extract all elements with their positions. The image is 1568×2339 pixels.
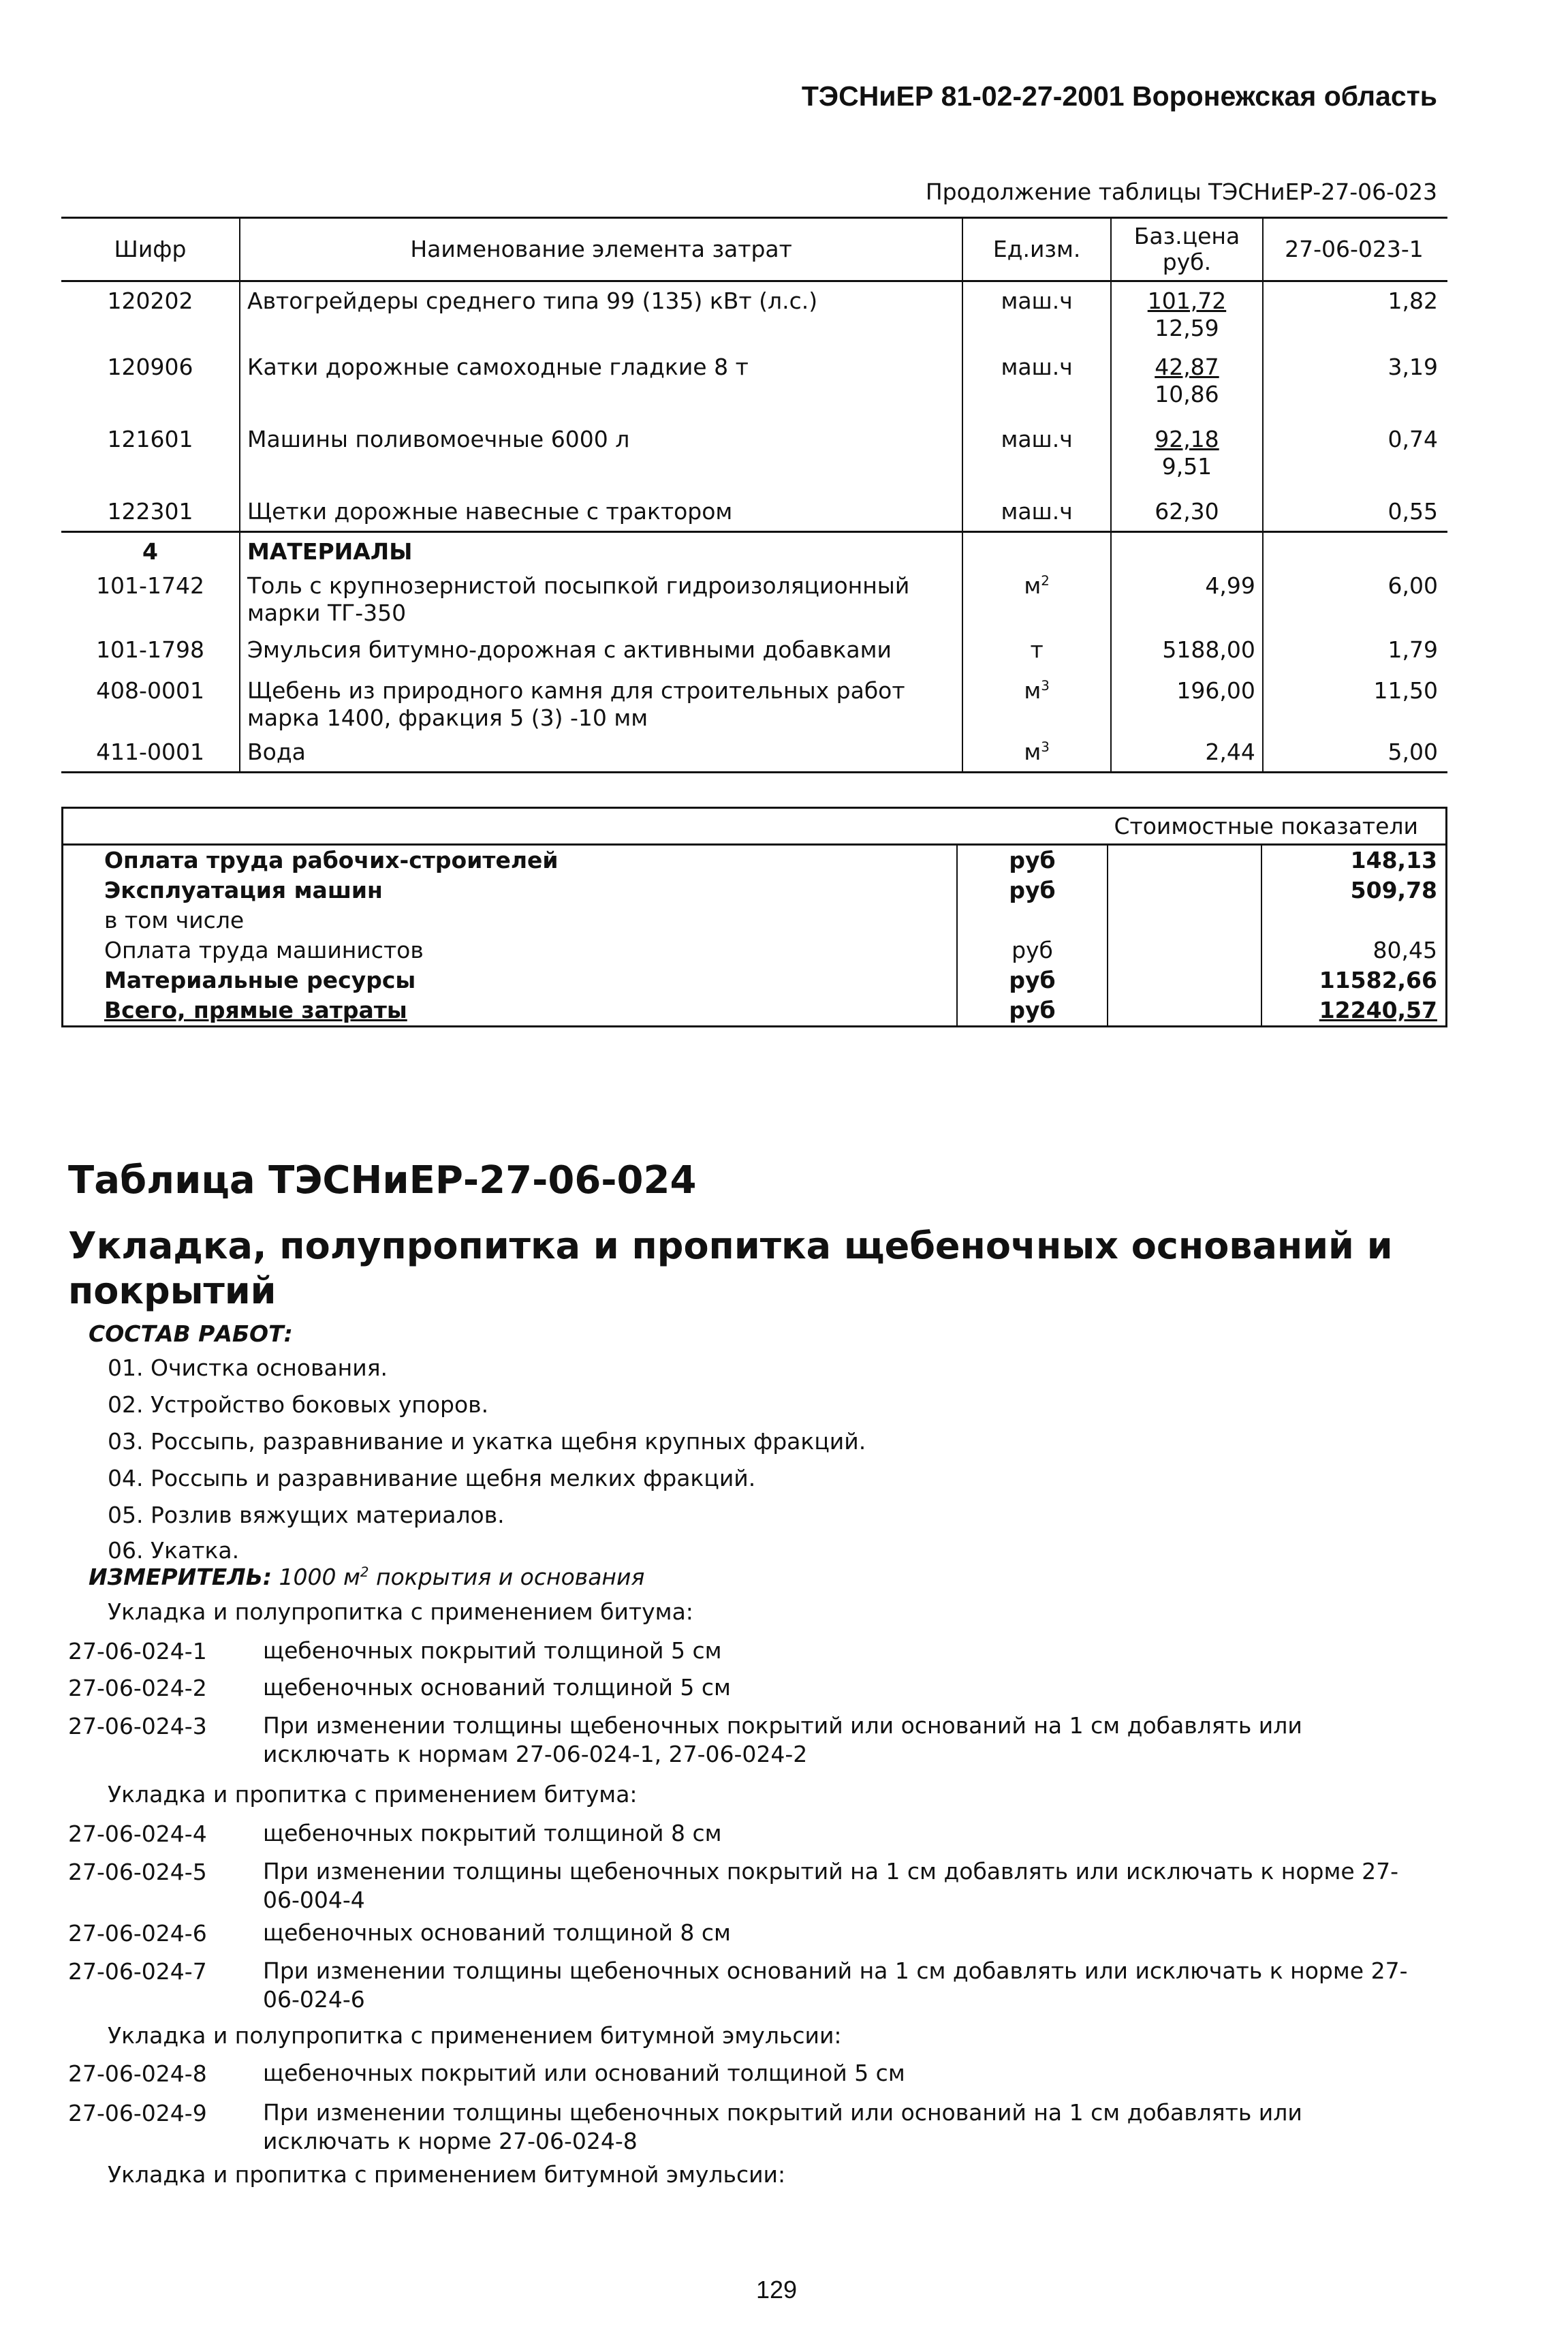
row-value: 5,00 [1263,739,1447,773]
row-price: 62,30 [1111,498,1263,532]
summary-label: Всего, прямые затраты [104,997,407,1023]
norm-code: 27-06-024-1 [68,1638,207,1664]
empty-cell [1108,876,1261,905]
row-code: 121601 [107,425,193,452]
norm-code: 27-06-024-3 [68,1713,207,1739]
table-continuation-note: Продолжение таблицы ТЭСНиЕР-27-06-023 [925,179,1437,205]
norm-code: 27-06-024-9 [68,2100,207,2126]
row-name: Щетки дорожные навесные с трактором [240,498,962,532]
summary-row [63,845,1447,876]
norm-code: 27-06-024-8 [68,2060,207,2087]
empty-cell [1111,531,1263,566]
price-bottom: 12,59 [1155,315,1219,341]
measure-line [89,1564,644,1590]
price-bottom: 10,86 [1155,380,1219,407]
norm-description: щебеночных покрытий толщиной 8 см [263,1820,722,1846]
summary-unit [957,905,1108,935]
empty-cell [1108,965,1261,995]
norm-description: щебеночных оснований толщиной 8 см [263,1919,731,1946]
summary-row [63,876,1447,905]
price-top: 42,87 [1155,353,1219,380]
row-code: 411-0001 [61,739,240,773]
table-row [61,498,1447,532]
row-code: 101-1742 [96,572,204,599]
summary-label: Эксплуатация машин [104,877,383,903]
norm-group-heading: Укладка и пропитка с применением битумной эмульсии: [108,2161,786,2188]
row-name: Щебень из природного камня для строительных работ марка 1400, фракция 5 (3) -10 мм [240,677,962,739]
summary-label: Оплата труда рабочих-строителей [63,845,958,876]
unit-exponent: 3 [1041,739,1050,755]
measure-text: 1000 м [272,1564,360,1590]
table-subtitle: Укладка, полупропитка и пропитка щебеночных оснований и покрытий [68,1224,1393,1312]
cost-table [61,217,1447,773]
summary-value: 80,45 [1261,935,1447,965]
cost-summary-table [61,807,1447,1027]
summary-label: Материальные ресурсы [104,967,416,993]
row-name: Машины поливомоечные 6000 л [240,426,962,498]
norm-group-heading: Укладка и полупропитка с применением битумной эмульсии: [108,2022,842,2049]
summary-header: Стоимостные показатели [1114,812,1418,839]
norm-code: 27-06-024-5 [68,1859,207,1885]
page-number: 129 [755,2276,798,2304]
row-price [1111,426,1263,498]
summary-value [1261,905,1447,935]
price-header-line1: Баз.цена [1133,223,1240,249]
empty-cell [1263,531,1447,566]
summary-value: 148,13 [1261,845,1447,876]
unit-base: м [1024,677,1041,704]
work-item: 04. Россыпь и разравнивание щебня мелких фракций. [108,1465,756,1491]
summary-header-row [63,808,1447,845]
summary-row [63,935,1447,965]
measure-label: ИЗМЕРИТЕЛЬ: [89,1564,272,1590]
row-unit: маш.ч [962,354,1111,426]
unit-exponent: 3 [1041,677,1050,694]
row-price: 196,00 [1111,677,1263,739]
section-name: МАТЕРИАЛЫ [240,531,962,566]
table-row [61,281,1447,354]
summary-unit: руб [957,935,1108,965]
empty-cell [1108,935,1261,965]
summary-unit: руб [957,876,1108,905]
norm-group-heading: Укладка и полупропитка с применением битума: [108,1598,693,1625]
table-row [61,739,1447,773]
document-header: ТЭСНиЕР 81-02-27-2001 Воронежская область [801,80,1437,112]
price-top: 101,72 [1147,288,1227,314]
row-code: 120202 [107,288,193,314]
column-header-price [1111,218,1263,281]
norm-description: щебеночных покрытий или оснований толщиной 5 см [263,2060,905,2086]
column-header-code: Шифр [61,218,240,281]
summary-unit: руб [957,845,1108,876]
section-code: 4 [142,538,158,565]
row-unit [962,739,1111,773]
row-price: 5188,00 [1111,636,1263,677]
empty-cell [962,531,1111,566]
row-price: 2,44 [1111,739,1263,773]
norm-description: щебеночных покрытий толщиной 5 см [263,1637,722,1664]
row-value: 6,00 [1263,566,1447,636]
row-value: 1,79 [1263,636,1447,677]
measure-text-after: покрытия и основания [369,1564,645,1590]
norm-code: 27-06-024-4 [68,1821,207,1847]
column-header-name: Наименование элемента затрат [240,218,962,281]
table-row [61,636,1447,677]
price-header-line2: руб. [1162,249,1212,275]
measure-exponent: 2 [360,1564,369,1580]
summary-label: Оплата труда машинистов [104,937,424,963]
empty-cell [1108,845,1261,876]
cost-table-header-row [61,218,1447,281]
empty-cell [1108,905,1261,935]
norm-description: При изменении толщины щебеночных оснований на 1 см добавлять или исключать к норме 27-06-024-6 [263,1957,1408,2013]
work-item: 06. Укатка. [108,1537,240,1564]
price-top: 92,18 [1155,425,1219,452]
row-value: 0,74 [1263,426,1447,498]
norm-description: При изменении толщины щебеночных покрытий или оснований на 1 см добавлять или исключать к норме 27-06-024-8 [263,2099,1302,2154]
row-name: Эмульсия битумно-дорожная с активными добавками [240,636,962,677]
row-value: 1,82 [1263,281,1447,354]
row-name: Вода [240,739,962,773]
row-code: 120906 [107,353,193,380]
work-item: 02. Устройство боковых упоров. [108,1391,489,1418]
summary-unit: руб [957,995,1108,1027]
unit-base: м [1024,572,1041,599]
norm-description: При изменении толщины щебеночных покрытий или оснований на 1 см добавлять или исключать к нормам 27-06-024-1, 27-06-024-2 [263,1712,1302,1767]
summary-value: 12240,57 [1261,995,1447,1027]
unit-exponent: 2 [1041,572,1050,589]
summary-value: 509,78 [1261,876,1447,905]
row-unit: маш.ч [962,426,1111,498]
norm-description: При изменении толщины щебеночных покрытий на 1 см добавлять или исключать к норме 27-06-004-4 [263,1858,1399,1913]
norm-group-heading: Укладка и пропитка с применением битума: [108,1781,638,1808]
summary-row [63,905,1447,935]
row-unit: маш.ч [962,281,1111,354]
row-value: 11,50 [1263,677,1447,739]
norm-code: 27-06-024-7 [68,1958,207,1985]
row-name: Катки дорожные самоходные гладкие 8 т [240,354,962,426]
row-unit [962,566,1111,636]
work-item: 01. Очистка основания. [108,1354,388,1381]
row-value: 0,55 [1263,498,1447,532]
row-code: 101-1798 [96,636,204,663]
table-row [61,354,1447,426]
unit-base: м [1024,738,1041,765]
norm-code: 27-06-024-6 [68,1920,207,1947]
row-price [1111,354,1263,426]
row-name: Толь с крупнозернистой посыпкой гидроизоляционный марки ТГ-350 [240,566,962,636]
row-value: 3,19 [1263,354,1447,426]
summary-row [63,965,1447,995]
price-bottom: 9,51 [1161,452,1212,480]
row-unit [962,636,1111,677]
summary-unit: руб [957,965,1108,995]
table-row [61,426,1447,498]
unit-base: т [1030,636,1044,663]
summary-value: 11582,66 [1261,965,1447,995]
column-header-unit: Ед.изм. [962,218,1111,281]
row-unit [962,677,1111,739]
summary-row [63,995,1447,1027]
table-row [61,566,1447,636]
table-row [61,677,1447,739]
row-price: 4,99 [1111,566,1263,636]
works-heading: СОСТАВ РАБОТ: [89,1320,293,1347]
row-name: Автогрейдеры среднего типа 99 (135) кВт (л.с.) [240,281,962,354]
section-row-materials [61,531,1447,566]
norm-code: 27-06-024-2 [68,1675,207,1701]
summary-label: в том числе [104,907,245,933]
row-price [1111,281,1263,354]
norm-description: щебеночных оснований толщиной 5 см [263,1674,731,1701]
row-code: 122301 [61,498,240,532]
table-title: Таблица ТЭСНиЕР-27-06-024 [68,1158,697,1203]
row-unit: маш.ч [962,498,1111,532]
row-code: 408-0001 [96,677,204,704]
work-item: 05. Розлив вяжущих материалов. [108,1502,505,1528]
work-item: 03. Россыпь, разравнивание и укатка щебня крупных фракций. [108,1428,866,1455]
column-header-norm: 27-06-023-1 [1263,218,1447,281]
empty-cell [1108,995,1261,1027]
